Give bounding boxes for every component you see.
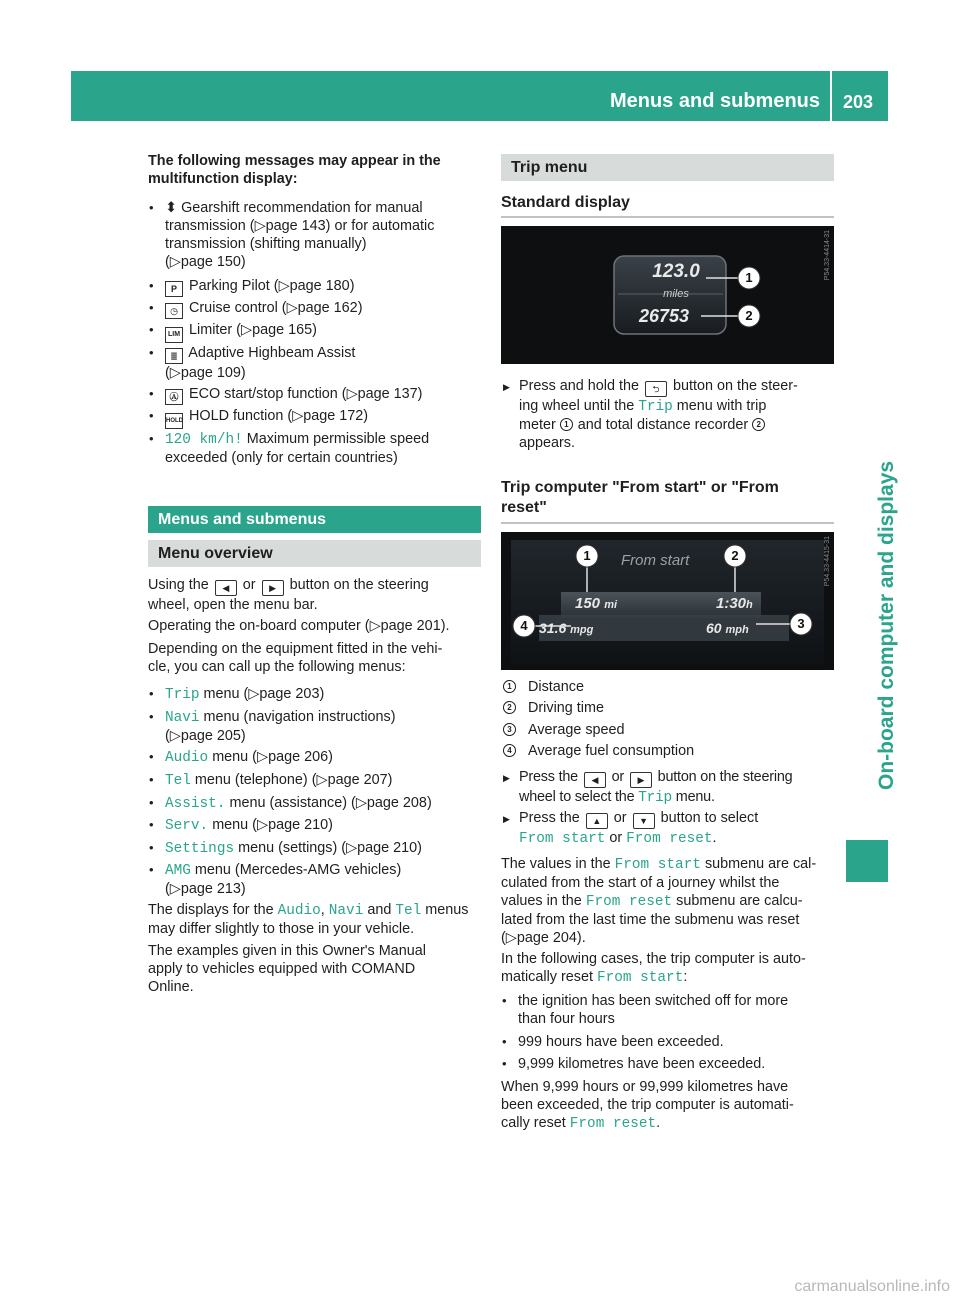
down-arrow-key-icon: ▼: [633, 813, 655, 829]
callout-number: 2: [731, 548, 739, 563]
menu-item-navi: • Navi menu (navigation instructions) (▷page 205): [148, 708, 485, 745]
menu-name-amg[interactable]: AMG: [165, 863, 191, 879]
callout-number: 1: [745, 270, 753, 285]
driving-time-value: 1:30h: [716, 595, 753, 612]
section-title-trip-menu: Trip menu: [501, 154, 834, 181]
page-ref-link[interactable]: page 165: [252, 322, 313, 338]
message-gearshift: • ⬍ Gearshift recommendation for manual transmission (▷page 143) or for automatic transmission (shifting manually) (▷page 150): [148, 199, 485, 271]
page-ref-link[interactable]: page 150: [180, 254, 241, 270]
page-ref-link[interactable]: page 201: [380, 618, 441, 634]
paragraph-operating: Operating the on-board computer (▷page 201).: [148, 618, 450, 634]
up-arrow-key-icon: ▲: [586, 813, 608, 829]
callout-number-2-icon: 2: [752, 416, 766, 429]
menu-item-assist: • Assist. menu (assistance) (▷page 208): [148, 794, 485, 813]
legend-item: 3 Average speed: [501, 721, 625, 739]
cruise-control-icon: ◷: [165, 303, 183, 319]
paragraph-equipment: Depending on the equipment fitted in the vehi- cle, you can call up the following menus:: [148, 641, 443, 675]
paragraph-overflow-reset: When 9,999 hours or 99,999 kilometres have been exceeded, the trip computer is automati- cally reset From reset.: [501, 1079, 794, 1132]
page-number: 203: [843, 92, 874, 112]
odometer-value: 26753: [638, 306, 690, 326]
subsection-title-trip-computer: Trip computer "From start" or "From reset": [501, 479, 779, 516]
hold-icon: HOLD: [165, 413, 183, 429]
menu-item-tel: • Tel menu (telephone) (▷page 207): [148, 771, 485, 790]
right-arrow-key-icon: ▶: [630, 772, 652, 788]
back-key-icon: ⮌: [645, 381, 667, 397]
page-ref-link[interactable]: page 109: [180, 365, 241, 381]
callout-number: 2: [745, 308, 753, 323]
messages-intro: The following messages may appear in the multifunction display:: [148, 153, 441, 187]
message-max-speed: • 120 km/h! Maximum permissible speed exceeded (only for certain countries): [148, 430, 485, 467]
message-cruise-control: • ◷ Cruise control (▷page 162): [148, 299, 485, 319]
callout-number: 4: [520, 618, 528, 633]
side-tab-label: On-board computer and displays: [875, 460, 898, 790]
menu-item-settings: • Settings menu (settings) (▷page 210): [148, 839, 485, 858]
page-ref-link[interactable]: page 213: [180, 881, 241, 897]
page-ref-link[interactable]: page 205: [180, 728, 241, 744]
parking-pilot-icon: P: [165, 281, 183, 297]
page-ref-link[interactable]: page 180: [289, 278, 350, 294]
menu-name-trip[interactable]: Trip: [638, 399, 673, 415]
menu-name-navi[interactable]: Navi: [165, 710, 200, 726]
page-ref-link[interactable]: page 162: [297, 300, 358, 316]
message-parking-pilot: • P Parking Pilot (▷page 180): [148, 277, 485, 297]
gearshift-icon: ⬍: [165, 200, 178, 216]
menu-name-trip[interactable]: Trip: [165, 687, 200, 703]
message-hold: • HOLD HOLD function (▷page 172): [148, 407, 485, 429]
reset-case: • the ignition has been switched off for more than four hours: [501, 992, 838, 1028]
left-arrow-key-icon: ◀: [215, 580, 237, 596]
message-limiter: • LIM Limiter (▷page 165): [148, 321, 485, 343]
instruction-step-2: ▶ Press the ◀ or ▶ button on the steering wheel to select the Trip menu.: [501, 768, 852, 807]
callout-number: 1: [583, 548, 591, 563]
average-speed-value: 60 mph: [706, 620, 749, 636]
reset-case: • 999 hours have been exceeded.: [501, 1033, 838, 1051]
subsection-title-menu-overview: Menu overview: [148, 540, 481, 567]
callout-number-1-icon: 1: [560, 416, 574, 429]
header-title: Menus and submenus: [609, 90, 820, 112]
trip-computer-figure: [501, 532, 834, 670]
trip-distance-value: 123.0: [652, 261, 700, 282]
page-ref-link[interactable]: page 207: [327, 772, 388, 788]
heading-rule: [501, 216, 834, 218]
instruction-step-1: ▶ Press and hold the ⮌ button on the steer- ing wheel until the Trip menu with trip meter 1 and total distance recorder 2 appears.: [501, 377, 852, 452]
trip-distance-unit: miles: [663, 288, 689, 300]
paragraph-menu-bar: Using the ◀ or ▶ button on the steering wheel, open the menu bar.: [148, 577, 429, 613]
submenu-from-reset[interactable]: From reset: [626, 831, 713, 847]
page-header: [71, 71, 888, 121]
page-ref-link[interactable]: page 210: [268, 817, 329, 833]
standard-display-figure: [501, 226, 834, 364]
highbeam-assist-icon: ≣: [165, 348, 183, 364]
menu-name-settings[interactable]: Settings: [165, 841, 235, 857]
paragraph-displays-differ: The displays for the Audio, Navi and Tel menus may differ slightly to those in your vehicle.: [148, 902, 469, 937]
page-ref-link[interactable]: page 204: [516, 930, 577, 946]
menu-item-serv: • Serv. menu (▷page 210): [148, 816, 485, 835]
limiter-icon: LIM: [165, 327, 183, 343]
page-ref-link[interactable]: page 137: [357, 386, 418, 402]
page-ref-link[interactable]: page 210: [357, 840, 418, 856]
header-divider: [830, 71, 832, 121]
paragraph-values: The values in the From start submenu are cal- culated from the start of a journey whilst the values in the From reset submenu are calcu- lated from the last time the submenu was reset (▷page 204).: [501, 856, 817, 946]
legend-item: 2 Driving time: [501, 699, 604, 717]
fuel-consumption-value: 31.6 mpg: [539, 620, 594, 636]
footer-watermark: carmanualsonline.info: [794, 1278, 950, 1295]
instruction-step-3: ▶ Press the ▲ or ▼ button to select From start or From reset.: [501, 809, 852, 848]
menu-item-trip: • Trip menu (▷page 203): [148, 685, 485, 704]
legend-item: 1 Distance: [501, 678, 584, 696]
subsection-title-standard-display: Standard display: [501, 194, 630, 211]
menu-name-audio[interactable]: Audio: [165, 750, 209, 766]
page-ref-link[interactable]: page 208: [366, 795, 427, 811]
callout-number: 3: [797, 616, 805, 631]
section-title-menus: Menus and submenus: [148, 506, 481, 533]
page-ref-link[interactable]: page 143: [265, 218, 326, 234]
paragraph-auto-reset: In the following cases, the trip computer is auto- matically reset From start:: [501, 951, 806, 986]
legend-item: 4 Average fuel consumption: [501, 742, 694, 760]
menu-item-amg: • AMG menu (Mercedes-AMG vehicles) (▷page 213): [148, 861, 485, 898]
left-arrow-key-icon: ◀: [584, 772, 606, 788]
side-tab-marker: [846, 840, 888, 882]
reset-case: • 9,999 kilometres have been exceeded.: [501, 1055, 838, 1073]
heading-rule: [501, 522, 834, 524]
right-arrow-key-icon: ▶: [262, 580, 284, 596]
menu-item-audio: • Audio menu (▷page 206): [148, 748, 485, 767]
speed-warning-text: 120 km/h!: [165, 432, 243, 448]
message-highbeam-assist: • ≣ Adaptive Highbeam Assist (▷page 109): [148, 344, 485, 382]
submenu-from-start[interactable]: From start: [519, 831, 606, 847]
figure-code: P54.33-4414-31: [824, 230, 831, 281]
menu-name-trip[interactable]: Trip: [638, 790, 672, 806]
paragraph-examples: The examples given in this Owner's Manual apply to vehicles equipped with COMAND Online.: [148, 943, 426, 995]
menu-name-serv[interactable]: Serv.: [165, 818, 209, 834]
menu-name-tel[interactable]: Tel: [165, 773, 191, 789]
page-ref-link[interactable]: page 206: [268, 749, 329, 765]
message-eco-start-stop: • Ⓐ ECO start/stop function (▷page 137): [148, 385, 495, 405]
side-tab: [846, 130, 898, 810]
menu-name-assist[interactable]: Assist.: [165, 796, 226, 812]
figure-code: P54.33-4415-31: [824, 536, 831, 587]
eco-start-stop-icon: Ⓐ: [165, 389, 183, 405]
trip-submenu-heading: From start: [621, 552, 690, 569]
page-ref-link[interactable]: page 203: [259, 686, 320, 702]
page-ref-link[interactable]: page 172: [303, 408, 364, 424]
distance-value: 150 mi: [575, 595, 618, 612]
